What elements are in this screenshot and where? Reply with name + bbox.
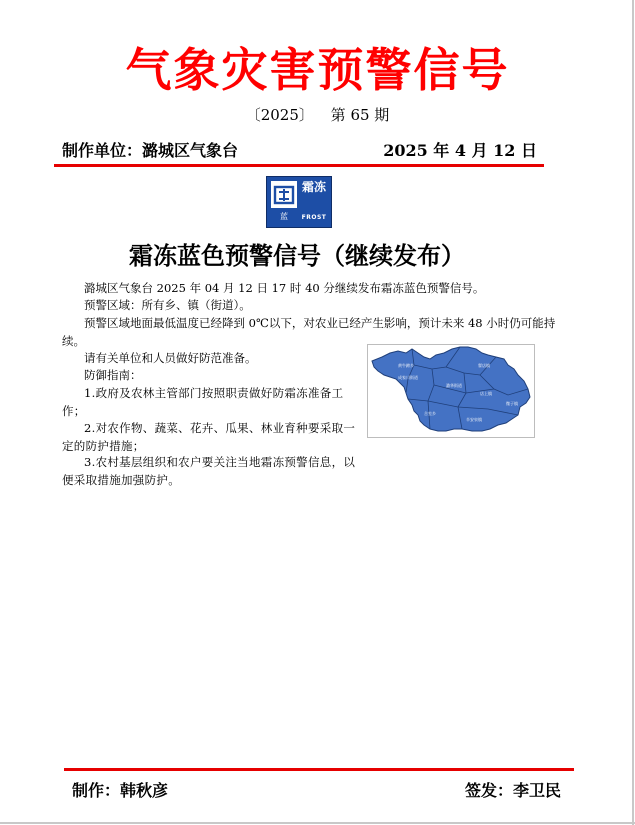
issuing-unit: 制作单位：潞城区气象台 [62,141,239,160]
header-divider [54,164,544,167]
badge-level-label: 蓝 [280,212,288,221]
frost-warning-icon [271,181,297,208]
issue-date: 2025 年 4 月 12 日 [383,141,537,160]
paragraph-prepare: 请有关单位和人员做好防范准备。 [84,351,257,365]
footer-signer: 签发：李卫民 [465,781,562,800]
district-map [368,345,534,437]
paragraph-temperature: 预警区域地面最低温度已经降到 0℃以下，对农业已经产生影响，预计未来 48 小时仍可能持续。 [62,316,556,348]
guide-item-3: 3.农村基层组织和农户要关注当地霜冻预警信息，以便采取措施加强防护。 [62,455,356,487]
footer-divider [64,768,574,771]
frost-warning-badge [266,176,332,228]
warning-subtitle: 霜冻蓝色预警信号（继续发布） [129,242,465,270]
region-label: 微子镇 [506,401,518,406]
region-label: 潞华街道 [446,383,462,388]
badge-type-label: 霜冻 [301,180,326,194]
guide-item-2: 2.对农作物、蔬菜、花卉、瓜果、林业育种要采取一定的防护措施； [62,421,356,453]
paragraph-issue-statement: 潞城区气象台 2025 年 04 月 12 日 17 时 40 分继续发布霜冻蓝色预警信号。 [84,281,485,295]
region-label: 店上镇 [480,391,492,396]
footer-maker: 制作：韩秋彦 [72,781,169,800]
document-title: 气象灾害预警信号 [125,43,510,97]
warning-area-map [367,344,535,438]
page-border-bottom [0,822,635,824]
region-label: 黄牛蹄乡 [398,363,414,368]
region-label: 合室乡 [424,411,436,416]
paragraph-guide-heading: 防御指南： [84,368,142,382]
region-label: 翟店镇 [478,363,490,368]
badge-english-label: FROST [301,214,327,221]
issue-year: 〔2025〕 [245,106,314,124]
region-label: 辛安泉镇 [466,417,482,422]
issue-number: 第 65 期 [330,106,390,124]
guide-item-1: 1.政府及农林主管部门按照职责做好防霜冻准备工作； [62,386,344,418]
region-label: 成家川街道 [398,375,418,380]
issue-line [0,104,635,125]
paragraph-warning-area: 预警区域：所有乡、镇（街道）。 [84,298,251,312]
